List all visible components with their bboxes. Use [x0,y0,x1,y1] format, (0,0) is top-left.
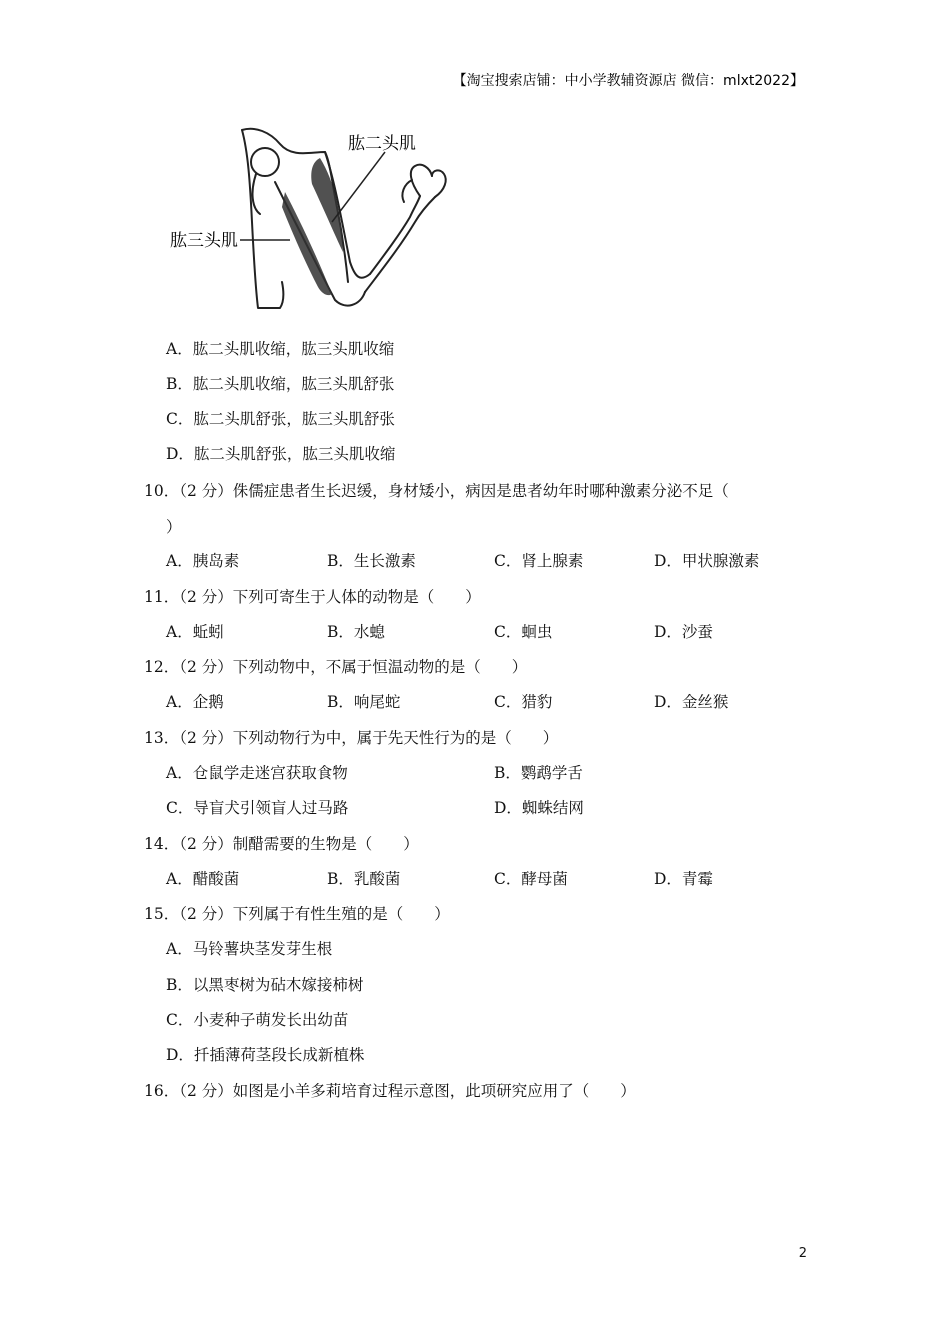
q14-option-c: C．酵母菌 [494,870,568,888]
q13-option-d: D．蜘蛛结网 [494,799,584,817]
q15-stem: 15．（2 分）下列属于有性生殖的是（ ） [144,905,450,923]
q11-option-b: B．水螅 [327,623,385,641]
biceps-leader-line [332,152,385,222]
q10-option-a: A．胰岛素 [166,552,240,570]
q12-option-c: C．猎豹 [494,693,553,711]
arm-muscle-figure [160,122,460,322]
q15-option-b: B．以黑枣树为砧木嫁接柿树 [166,976,364,994]
biceps-label: 肱二头肌 [348,134,416,154]
q9-option-c: C．肱二头肌舒张，肱三头肌舒张 [166,410,395,428]
q14-option-b: B．乳酸菌 [327,870,401,888]
q14-options [166,867,816,891]
q15-option-a: A．马铃薯块茎发芽生根 [166,940,333,958]
q13-options-row1 [166,761,816,785]
q15-option-d: D．扦插薄荷茎段长成新植株 [166,1046,365,1064]
q12-option-b: B．响尾蛇 [327,693,401,711]
q12-option-a: A．企鹅 [166,693,224,711]
q10-stem-tail: ） [166,518,182,536]
q10-options [166,549,816,573]
q12-stem: 12．（2 分）下列动物中，不属于恒温动物的是（ ） [144,658,528,676]
q9-option-b: B．肱二头肌收缩，肱三头肌舒张 [166,375,395,393]
q14-stem: 14．（2 分）制醋需要的生物是（ ） [144,835,419,853]
q12-options [166,690,816,714]
q11-option-a: A．蚯蚓 [166,623,224,641]
q11-option-d: D．沙蚕 [654,623,713,641]
q13-stem: 13．（2 分）下列动物行为中，属于先天性行为的是（ ） [144,729,559,747]
q13-options-row2 [166,796,816,820]
q10-option-c: C．肾上腺素 [494,552,584,570]
q11-stem: 11．（2 分）下列可寄生于人体的动物是（ ） [144,588,481,606]
page-header: 【淘宝搜索店铺：中小学教辅资源店 微信：mlxt2022】 [452,73,804,89]
q9-option-d: D．肱二头肌舒张，肱三头肌收缩 [166,445,396,463]
q14-option-d: D．青霉 [654,870,713,888]
q9-option-a: A．肱二头肌收缩，肱三头肌收缩 [166,340,395,358]
q16-stem: 16．（2 分）如图是小羊多莉培育过程示意图，此项研究应用了（ ） [144,1082,636,1100]
q11-option-c: C．蛔虫 [494,623,553,641]
q12-option-d: D．金丝猴 [654,693,729,711]
q10-stem: 10．（2 分）侏儒症患者生长迟缓，身材矮小，病因是患者幼年时哪种激素分泌不足（ [144,482,729,500]
arm-muscle-illustration [160,122,460,322]
q11-options [166,620,816,644]
q13-option-a: A．仓鼠学走迷宫获取食物 [166,764,348,782]
page-number: 2 [798,1246,807,1261]
triceps-label: 肱三头肌 [170,231,238,251]
q13-option-c: C．导盲犬引领盲人过马路 [166,799,349,817]
q13-option-b: B．鹦鹉学舌 [494,764,583,782]
q14-option-a: A．醋酸菌 [166,870,240,888]
q10-option-b: B．生长激素 [327,552,416,570]
q10-option-d: D．甲状腺激素 [654,552,760,570]
q15-option-c: C．小麦种子萌发长出幼苗 [166,1011,349,1029]
